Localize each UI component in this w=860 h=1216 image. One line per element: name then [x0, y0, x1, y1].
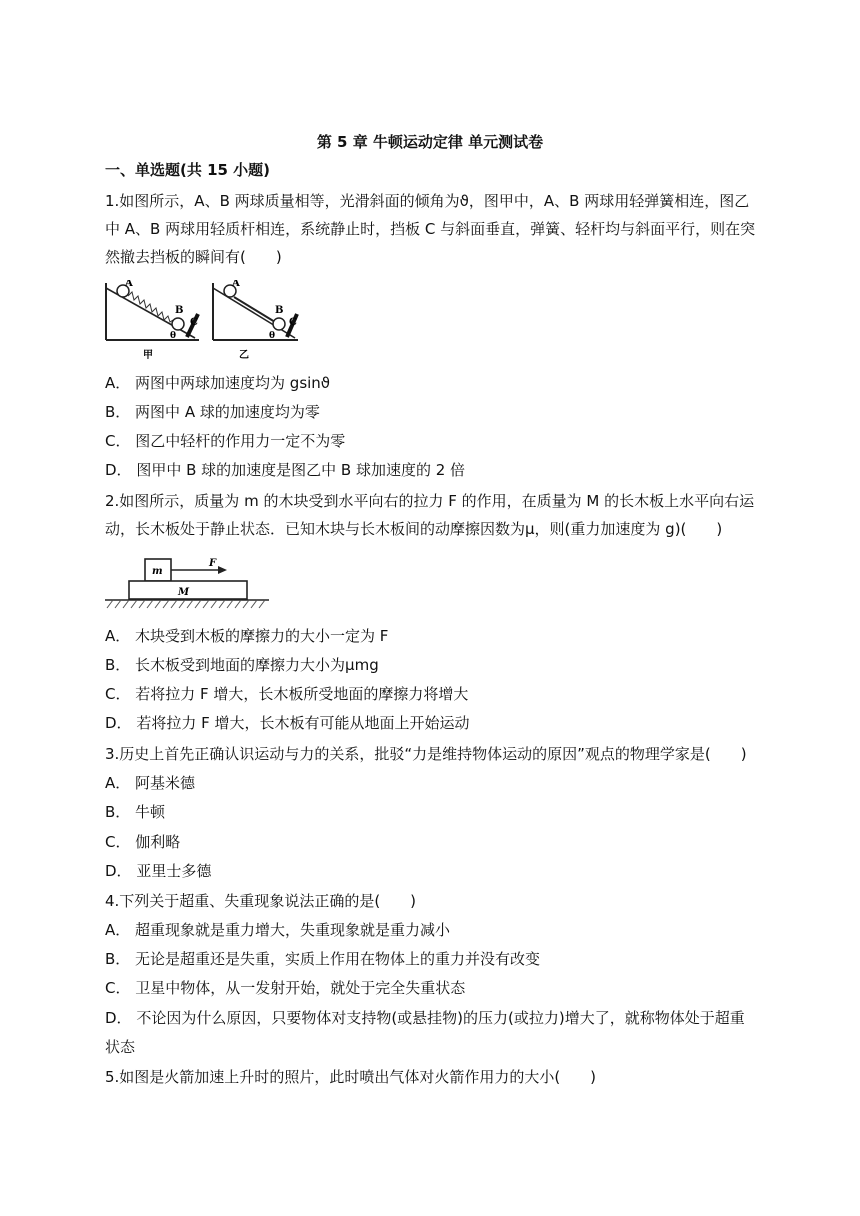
q3-stem: 3.历史上首先正确认识运动与力的关系，批驳“力是维持物体运动的原因”观点的物理学家是( ) [105, 745, 747, 763]
label-a: A [125, 280, 133, 289]
label-c: C [289, 317, 297, 328]
label-yi: 乙 [239, 350, 249, 361]
label-f: F [209, 558, 217, 569]
label-b: B [175, 305, 184, 316]
q1-stem-line-1: 1.如图所示，A、B 两球质量相等，光滑斜面的倾角为ϑ，图甲中，A、B 两球用轻弹簧相连，图乙 [105, 192, 750, 210]
section-heading: 一、单选题(共 15 小题) [105, 161, 271, 179]
q1-figure [103, 280, 303, 362]
q4-option-d-line-2[interactable]: 状态 [105, 1038, 136, 1056]
ball-b [172, 318, 184, 330]
q2-figure [103, 553, 273, 613]
q3-option-b[interactable]: B． 牛顿 [105, 803, 166, 821]
q3-option-c[interactable]: C． 伽利略 [105, 833, 181, 851]
q1-option-b[interactable]: B． 两图中 A 球的加速度均为零 [105, 403, 320, 421]
ball-b [273, 318, 285, 330]
arrow-head [218, 566, 227, 574]
q1-option-d[interactable]: D． 图甲中 B 球的加速度是图乙中 B 球加速度的 2 倍 [105, 461, 466, 479]
q4-stem: 4.下列关于超重、失重现象说法正确的是( ) [105, 892, 417, 910]
q2-option-b[interactable]: B． 长木板受到地面的摩擦力大小为μmg [105, 656, 379, 674]
q3-option-d[interactable]: D． 亚里士多德 [105, 862, 212, 880]
label-jia: 甲 [143, 350, 153, 361]
q3-option-a[interactable]: A． 阿基米德 [105, 774, 196, 792]
label-b: B [275, 305, 284, 316]
spring [128, 292, 173, 322]
q1-option-a[interactable]: A． 两图中两球加速度均为 gsinϑ [105, 374, 331, 392]
figure-jia [106, 280, 199, 361]
light-rod [234, 297, 275, 322]
q1-stem-line-2: 中 A、B 两球用轻质杆相连，系统静止时，挡板 C 与斜面垂直，弹簧、轻杆均与斜面平行，则在突 [105, 220, 756, 238]
q4-option-c[interactable]: C． 卫星中物体，从一发射开始，就处于完全失重状态 [105, 979, 466, 997]
q2-option-a[interactable]: A． 木块受到木板的摩擦力的大小一定为 F [105, 627, 389, 645]
label-a: A [232, 280, 240, 289]
q4-option-b[interactable]: B． 无论是超重还是失重，实质上作用在物体上的重力并没有改变 [105, 950, 541, 968]
q4-option-d-line-1[interactable]: D． 不论因为什么原因，只要物体对支持物(或悬挂物)的压力(或拉力)增大了，就称物体处于超重 [105, 1009, 745, 1027]
label-theta: θ [269, 331, 276, 341]
figure-yi [213, 280, 298, 361]
q2-stem-line-2: 动，长木板处于静止状态．已知木块与长木板间的动摩擦因数为μ，则(重力加速度为 g)( ) [105, 520, 723, 538]
label-c: C [190, 317, 198, 328]
q2-stem-line-1: 2.如图所示，质量为 m 的木块受到水平向右的拉力 F 的作用，在质量为 M 的长木板上水平向右运 [105, 492, 755, 510]
label-theta: θ [170, 331, 177, 341]
label-m: m [152, 566, 163, 577]
q5-stem: 5.如图是火箭加速上升时的照片，此时喷出气体对火箭作用力的大小( ) [105, 1068, 597, 1086]
q4-option-a[interactable]: A． 超重现象就是重力增大，失重现象就是重力减小 [105, 921, 451, 939]
q1-stem-line-3: 然撤去挡板的瞬间有( ) [105, 248, 282, 266]
q2-option-d[interactable]: D． 若将拉力 F 增大，长木板有可能从地面上开始运动 [105, 714, 470, 732]
page-title: 第 5 章 牛顿运动定律 单元测试卷 [316, 133, 544, 151]
label-M: M [178, 587, 190, 598]
q2-option-c[interactable]: C． 若将拉力 F 增大，长木板所受地面的摩擦力将增大 [105, 685, 469, 703]
q1-option-c[interactable]: C． 图乙中轻杆的作用力一定不为零 [105, 432, 346, 450]
